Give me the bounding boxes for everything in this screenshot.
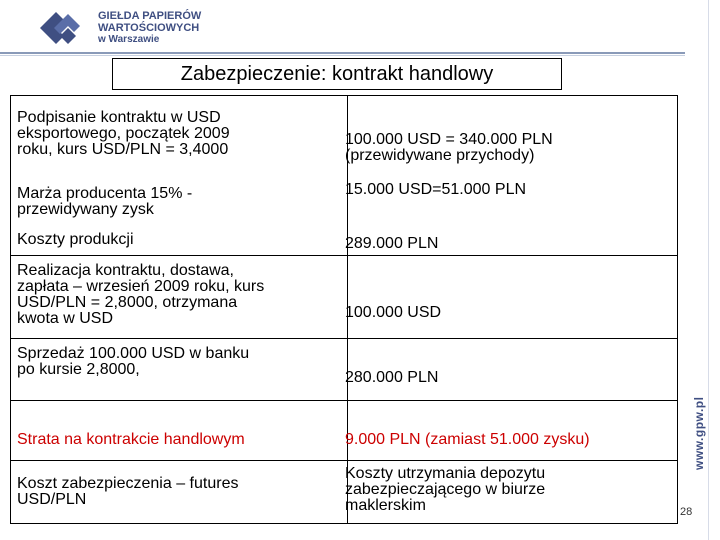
row-1-label: Podpisanie kontraktu w USD eksportowego, początek 2009 roku, kurs USD/PLN = 3,4000	[17, 109, 230, 158]
row-divider	[11, 400, 677, 401]
row-6-value: 9.000 PLN (zamiast 51.000 zysku)	[345, 431, 590, 448]
header-divider	[0, 52, 685, 54]
row-5-value: 280.000 PLN	[345, 369, 439, 386]
row-divider	[11, 460, 677, 461]
header-divider-thin	[0, 55, 685, 56]
row-1-value: 100.000 USD = 340.000 PLN (przewidywane przychody)	[345, 131, 553, 164]
row-3-value: 289.000 PLN	[345, 235, 439, 252]
side-divider	[708, 0, 709, 540]
row-divider	[11, 338, 677, 339]
row-7-value: Koszty utrzymania depozytu zabezpieczającego w biurze maklerskim	[345, 465, 546, 514]
content-table	[10, 95, 678, 524]
logo-line-2: WARTOŚCIOWYCH	[98, 22, 200, 34]
row-2-value: 15.000 USD=51.000 PLN	[345, 181, 527, 198]
slide-title: Zabezpieczenie: kontrakt handlowy	[112, 58, 562, 90]
row-divider	[11, 255, 677, 256]
logo-line-1: GIEŁDA PAPIERÓW	[98, 10, 202, 22]
side-url-text: www.gpw.pl	[692, 396, 706, 470]
row-6-label: Strata na kontrakcie handlowym	[17, 431, 245, 448]
row-4-value: 100.000 USD	[345, 304, 442, 321]
row-2-label: Marża producenta 15% - przewidywany zysk	[17, 185, 193, 218]
row-7-label: Koszt zabezpieczenia – futures USD/PLN	[17, 475, 239, 508]
row-5-label: Sprzedaż 100.000 USD w banku po kursie 2,8000,	[17, 345, 250, 378]
gpw-logo-icon	[34, 6, 84, 50]
row-3-label: Koszty produkcji	[17, 231, 134, 248]
row-4-label: Realizacja kontraktu, dostawa, zapłata – wrzesień 2009 roku, kurs USD/PLN = 2,8000, otrzymana kwota w USD	[17, 262, 265, 327]
logo-line-3: w Warszawie	[98, 34, 160, 45]
gpw-logo-text	[98, 10, 201, 46]
page-number: 28	[680, 506, 693, 518]
